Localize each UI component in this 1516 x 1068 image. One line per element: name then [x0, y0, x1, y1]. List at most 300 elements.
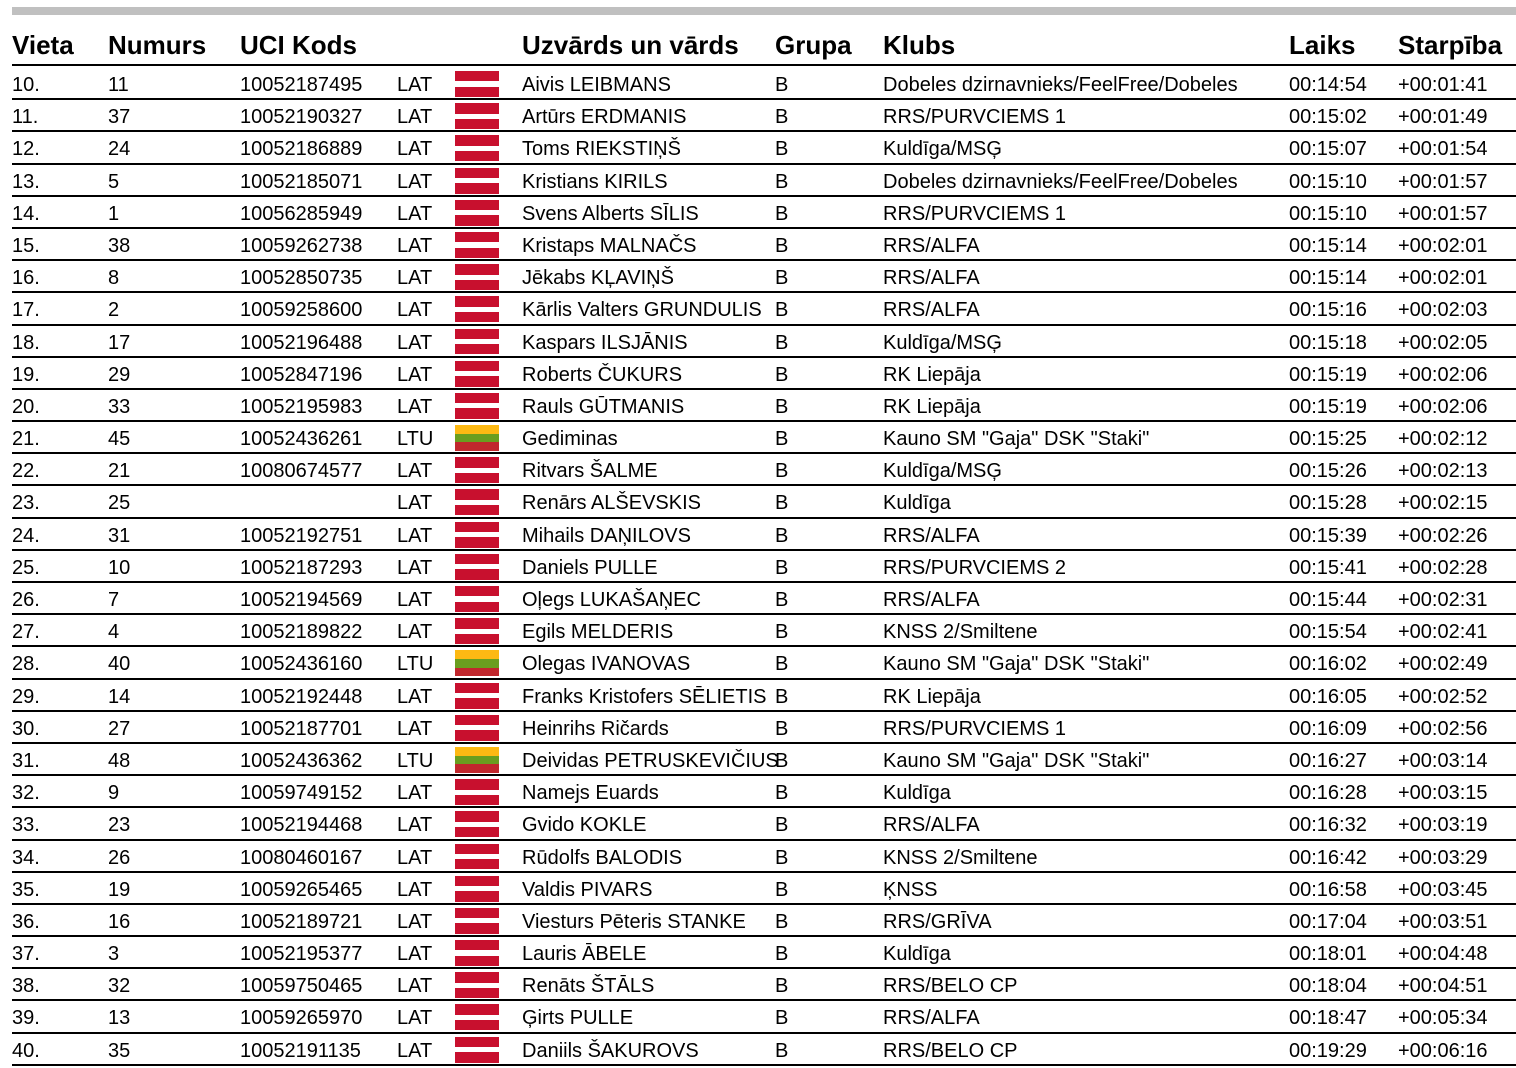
time-cell: 00:15:25	[1289, 428, 1367, 451]
latvia-flag-icon	[455, 168, 499, 194]
country-cell: LAT	[397, 138, 433, 161]
table-row	[12, 583, 1516, 615]
place-cell: 40.	[12, 1039, 40, 1062]
country-cell: LAT	[397, 685, 433, 708]
time-cell: 00:16:28	[1289, 782, 1367, 805]
number-cell: 38	[108, 234, 131, 257]
number-cell: 17	[108, 331, 131, 354]
time-cell: 00:16:09	[1289, 717, 1367, 740]
gap-cell: +00:02:13	[1398, 460, 1488, 483]
group-cell: B	[775, 749, 789, 772]
country-cell: LAT	[397, 846, 433, 869]
country-cell: LAT	[397, 621, 433, 644]
country-cell: LAT	[397, 814, 433, 837]
lithuania-flag-icon	[455, 650, 499, 676]
uci-code-cell: 10052192751	[240, 524, 363, 547]
club-cell: RRS/BELO CP	[883, 975, 1018, 998]
club-cell: KNSS 2/Smiltene	[883, 846, 1038, 869]
place-cell: 36.	[12, 910, 40, 933]
country-cell: LAT	[397, 717, 433, 740]
time-cell: 00:18:47	[1289, 1007, 1367, 1030]
uci-code-cell: 10052847196	[240, 363, 363, 386]
gap-cell: +00:01:54	[1398, 138, 1488, 161]
uci-code-cell: 10052187495	[240, 74, 363, 96]
uci-code-cell: 10059265465	[240, 878, 363, 901]
place-cell: 17.	[12, 299, 40, 322]
club-cell: RK Liepāja	[883, 363, 981, 386]
country-cell: LAT	[397, 234, 433, 257]
number-cell: 9	[108, 782, 120, 805]
place-cell: 22.	[12, 460, 40, 483]
number-cell: 33	[108, 395, 131, 418]
rider-name-cell: Kārlis Valters GRUNDULIS	[522, 299, 762, 322]
gap-cell: +00:01:57	[1398, 202, 1488, 225]
latvia-flag-icon	[455, 715, 499, 741]
place-cell: 39.	[12, 1007, 40, 1030]
number-cell: 4	[108, 621, 120, 644]
country-cell: LAT	[397, 395, 433, 418]
table-row	[12, 808, 1516, 840]
table-row	[12, 68, 1516, 100]
place-cell: 26.	[12, 589, 40, 611]
country-cell: LAT	[397, 74, 433, 96]
place-cell: 19.	[12, 363, 40, 386]
number-cell: 5	[108, 170, 120, 193]
group-cell: B	[775, 943, 789, 966]
time-cell: 00:16:58	[1289, 878, 1367, 901]
club-cell: Kauno SM "Gaja" DSK "Staki"	[883, 653, 1150, 676]
latvia-flag-icon	[455, 296, 499, 322]
group-cell: B	[775, 556, 789, 579]
country-cell: LAT	[397, 299, 433, 322]
club-cell: Kuldīga	[883, 943, 951, 966]
table-row	[12, 647, 1516, 679]
table-row	[12, 1001, 1516, 1033]
club-cell: RRS/PURVCIEMS 1	[883, 106, 1067, 129]
country-cell: LAT	[397, 460, 433, 483]
group-cell: B	[775, 910, 789, 933]
uci-code-cell: 10052436160	[240, 653, 363, 676]
club-cell: Kuldīga/MSĢ	[883, 138, 1002, 161]
club-cell: Dobeles dzirnavnieks/FeelFree/Dobeles	[883, 170, 1238, 193]
number-cell: 37	[108, 106, 131, 129]
group-cell: B	[775, 846, 789, 869]
club-cell: Kauno SM "Gaja" DSK "Staki"	[883, 749, 1150, 772]
country-cell: LAT	[397, 1039, 433, 1062]
latvia-flag-icon	[455, 264, 499, 290]
gap-cell: +00:02:06	[1398, 363, 1488, 386]
gap-cell: +00:02:52	[1398, 685, 1488, 708]
rider-name-cell: Deividas PETRUSKEVIČIUS	[522, 749, 779, 772]
table-row	[12, 744, 1516, 776]
place-cell: 18.	[12, 331, 40, 354]
table-row	[12, 132, 1516, 164]
group-cell: B	[775, 234, 789, 257]
latvia-flag-icon	[455, 618, 499, 644]
club-cell: Kauno SM "Gaja" DSK "Staki"	[883, 428, 1150, 451]
gap-cell: +00:02:06	[1398, 395, 1488, 418]
club-cell: RRS/PURVCIEMS 2	[883, 556, 1067, 579]
gap-cell: +00:02:03	[1398, 299, 1488, 322]
rider-name-cell: Olegas IVANOVAS	[522, 653, 691, 676]
gap-cell: +00:03:19	[1398, 814, 1488, 837]
uci-code-cell: 10059749152	[240, 782, 363, 805]
gap-cell: +00:03:29	[1398, 846, 1488, 869]
header-uci-kods: UCI Kods	[240, 30, 357, 60]
group-cell: B	[775, 74, 789, 96]
time-cell: 00:15:07	[1289, 138, 1367, 161]
latvia-flag-icon	[455, 586, 499, 612]
place-cell: 25.	[12, 556, 40, 579]
country-cell: LTU	[397, 653, 434, 676]
uci-code-cell: 10052194569	[240, 589, 363, 611]
time-cell: 00:16:42	[1289, 846, 1367, 869]
group-cell: B	[775, 363, 789, 386]
group-cell: B	[775, 814, 789, 837]
header-starpiba: Starpība	[1398, 30, 1503, 60]
table-row	[12, 712, 1516, 744]
group-cell: B	[775, 492, 789, 515]
gap-cell: +00:02:15	[1398, 492, 1488, 515]
country-cell: LAT	[397, 492, 433, 515]
number-cell: 13	[108, 1007, 131, 1030]
time-cell: 00:15:16	[1289, 299, 1367, 322]
group-cell: B	[775, 299, 789, 322]
country-cell: LAT	[397, 878, 433, 901]
latvia-flag-icon	[455, 1004, 499, 1030]
country-cell: LAT	[397, 910, 433, 933]
time-cell: 00:18:04	[1289, 975, 1367, 998]
rider-name-cell: Oļegs LUKAŠAŅEC	[522, 589, 701, 611]
uci-code-cell: 10052436261	[240, 428, 363, 451]
uci-code-cell: 10052192448	[240, 685, 363, 708]
latvia-flag-icon	[455, 200, 499, 226]
place-cell: 38.	[12, 975, 40, 998]
table-row	[12, 422, 1516, 454]
rider-name-cell: Namejs Euards	[522, 782, 659, 805]
uci-code-cell: 10052187701	[240, 717, 363, 740]
club-cell: ĶNSS	[883, 878, 938, 901]
top-divider-bar	[12, 7, 1516, 15]
gap-cell: +00:06:16	[1398, 1039, 1488, 1062]
rider-name-cell: Toms RIEKSTIŅŠ	[522, 138, 681, 161]
club-cell: RK Liepāja	[883, 395, 981, 418]
number-cell: 14	[108, 685, 131, 708]
number-cell: 8	[108, 267, 120, 290]
rider-name-cell: Egils MELDERIS	[522, 621, 674, 644]
rider-name-cell: Svens Alberts SĪLIS	[522, 202, 699, 225]
table-row	[12, 390, 1516, 422]
group-cell: B	[775, 878, 789, 901]
gap-cell: +00:02:56	[1398, 717, 1488, 740]
latvia-flag-icon	[455, 1037, 499, 1063]
country-cell: LAT	[397, 331, 433, 354]
table-row	[12, 358, 1516, 390]
table-row	[12, 197, 1516, 229]
header-vards: Uzvārds un vārds	[522, 30, 739, 60]
table-row	[12, 486, 1516, 518]
latvia-flag-icon	[455, 232, 499, 258]
rider-name-cell: Renāts ŠTĀLS	[522, 975, 655, 998]
country-cell: LTU	[397, 428, 434, 451]
time-cell: 00:18:01	[1289, 943, 1367, 966]
gap-cell: +00:03:15	[1398, 782, 1488, 805]
lithuania-flag-icon	[455, 747, 499, 773]
place-cell: 12.	[12, 138, 40, 161]
gap-cell: +00:04:48	[1398, 943, 1488, 966]
rider-name-cell: Renārs ALŠEVSKIS	[522, 492, 701, 515]
number-cell: 26	[108, 846, 131, 869]
group-cell: B	[775, 621, 789, 644]
rider-name-cell: Ģirts PULLE	[522, 1007, 634, 1030]
uci-code-cell: 10080460167	[240, 846, 363, 869]
gap-cell: +00:05:34	[1398, 1007, 1488, 1030]
header-vieta: Vieta	[12, 30, 74, 60]
table-row	[12, 519, 1516, 551]
number-cell: 48	[108, 749, 131, 772]
country-cell: LAT	[397, 524, 433, 547]
latvia-flag-icon	[455, 489, 499, 515]
table-row	[12, 293, 1516, 325]
club-cell: RRS/PURVCIEMS 1	[883, 717, 1067, 740]
uci-code-cell: 10059258600	[240, 299, 363, 322]
uci-code-cell: 10052189822	[240, 621, 363, 644]
results-table-header	[0, 26, 1516, 64]
club-cell: RRS/ALFA	[883, 814, 980, 837]
place-cell: 32.	[12, 782, 40, 805]
latvia-flag-icon	[455, 522, 499, 548]
place-cell: 35.	[12, 878, 40, 901]
time-cell: 00:14:54	[1289, 74, 1367, 96]
table-row	[12, 615, 1516, 647]
header-numurs: Numurs	[108, 30, 207, 60]
gap-cell: +00:02:12	[1398, 428, 1488, 451]
rider-name-cell: Valdis PIVARS	[522, 878, 653, 901]
number-cell: 23	[108, 814, 131, 837]
latvia-flag-icon	[455, 71, 499, 97]
number-cell: 27	[108, 717, 131, 740]
table-row	[12, 905, 1516, 937]
gap-cell: +00:02:01	[1398, 267, 1488, 290]
group-cell: B	[775, 653, 789, 676]
uci-code-cell: 10052186889	[240, 138, 363, 161]
group-cell: B	[775, 524, 789, 547]
club-cell: RRS/ALFA	[883, 1007, 980, 1030]
header-laiks: Laiks	[1289, 30, 1356, 60]
rider-name-cell: Ritvars ŠALME	[522, 460, 658, 483]
uci-code-cell: 10052191135	[240, 1039, 361, 1062]
number-cell: 10	[108, 556, 131, 579]
group-cell: B	[775, 589, 789, 611]
club-cell: KNSS 2/Smiltene	[883, 621, 1038, 644]
number-cell: 21	[108, 460, 131, 483]
club-cell: RK Liepāja	[883, 685, 981, 708]
time-cell: 00:15:02	[1289, 106, 1367, 129]
latvia-flag-icon	[455, 393, 499, 419]
uci-code-cell: 10052436362	[240, 749, 363, 772]
uci-code-cell: 10052195377	[240, 943, 363, 966]
time-cell: 00:16:02	[1289, 653, 1367, 676]
number-cell: 1	[108, 202, 120, 225]
latvia-flag-icon	[455, 103, 499, 129]
lithuania-flag-icon	[455, 425, 499, 451]
country-cell: LAT	[397, 106, 433, 129]
time-cell: 00:16:27	[1289, 749, 1367, 772]
place-cell: 11.	[12, 106, 39, 129]
club-cell: RRS/GRĪVA	[883, 910, 992, 933]
gap-cell: +00:02:01	[1398, 234, 1488, 257]
results-table-body	[0, 68, 1516, 1066]
latvia-flag-icon	[455, 135, 499, 161]
place-cell: 20.	[12, 395, 40, 418]
country-cell: LTU	[397, 749, 434, 772]
uci-code-cell: 10056285949	[240, 202, 363, 225]
time-cell: 00:15:14	[1289, 234, 1367, 257]
latvia-flag-icon	[455, 908, 499, 934]
group-cell: B	[775, 202, 789, 225]
time-cell: 00:15:10	[1289, 202, 1367, 225]
group-cell: B	[775, 1007, 789, 1030]
number-cell: 25	[108, 492, 131, 515]
group-cell: B	[775, 331, 789, 354]
rider-name-cell: Daniels PULLE	[522, 556, 658, 579]
table-row	[12, 551, 1516, 583]
number-cell: 24	[108, 138, 131, 161]
place-cell: 24.	[12, 524, 40, 547]
time-cell: 00:15:26	[1289, 460, 1367, 483]
group-cell: B	[775, 170, 789, 193]
country-cell: LAT	[397, 975, 433, 998]
country-cell: LAT	[397, 202, 433, 225]
rider-name-cell: Artūrs ERDMANIS	[522, 106, 687, 129]
group-cell: B	[775, 975, 789, 998]
group-cell: B	[775, 395, 789, 418]
gap-cell: +00:03:45	[1398, 878, 1488, 901]
number-cell: 19	[108, 878, 131, 901]
latvia-flag-icon	[455, 972, 499, 998]
group-cell: B	[775, 685, 789, 708]
country-cell: LAT	[397, 1007, 433, 1030]
place-cell: 37.	[12, 943, 40, 966]
gap-cell: +00:01:49	[1398, 106, 1488, 129]
time-cell: 00:19:29	[1289, 1039, 1367, 1062]
number-cell: 16	[108, 910, 131, 933]
place-cell: 15.	[12, 234, 40, 257]
table-row	[12, 261, 1516, 293]
table-row	[12, 776, 1516, 808]
gap-cell: +00:02:05	[1398, 331, 1488, 354]
gap-cell: +00:02:49	[1398, 653, 1488, 676]
club-cell: Kuldīga/MSĢ	[883, 460, 1002, 483]
rider-name-cell: Jēkabs KĻAVIŅŠ	[522, 267, 674, 290]
place-cell: 33.	[12, 814, 40, 837]
place-cell: 13.	[12, 170, 40, 193]
group-cell: B	[775, 460, 789, 483]
time-cell: 00:15:14	[1289, 267, 1367, 290]
gap-cell: +00:02:28	[1398, 556, 1488, 579]
uci-code-cell: 10052196488	[240, 331, 363, 354]
table-row	[12, 841, 1516, 873]
number-cell: 35	[108, 1039, 131, 1062]
time-cell: 00:15:39	[1289, 524, 1367, 547]
latvia-flag-icon	[455, 940, 499, 966]
country-cell: LAT	[397, 170, 433, 193]
country-cell: LAT	[397, 589, 433, 611]
gap-cell: +00:04:51	[1398, 975, 1488, 998]
rider-name-cell: Lauris ĀBELE	[522, 943, 647, 966]
rider-name-cell: Kaspars ILSJĀNIS	[522, 331, 688, 354]
latvia-flag-icon	[455, 811, 499, 837]
rider-name-cell: Heinrihs Ričards	[522, 717, 669, 740]
place-cell: 23.	[12, 492, 40, 515]
latvia-flag-icon	[455, 361, 499, 387]
time-cell: 00:15:44	[1289, 589, 1367, 611]
group-cell: B	[775, 138, 789, 161]
time-cell: 00:15:19	[1289, 363, 1367, 386]
header-grupa: Grupa	[775, 30, 852, 60]
uci-code-cell: 10059262738	[240, 234, 363, 257]
place-cell: 29.	[12, 685, 40, 708]
country-cell: LAT	[397, 556, 433, 579]
table-row	[12, 229, 1516, 261]
uci-code-cell: 10080674577	[240, 460, 363, 483]
place-cell: 14.	[12, 202, 40, 225]
group-cell: B	[775, 1039, 789, 1062]
latvia-flag-icon	[455, 554, 499, 580]
number-cell: 11	[108, 74, 129, 96]
rider-name-cell: Roberts ČUKURS	[522, 363, 683, 386]
latvia-flag-icon	[455, 876, 499, 902]
number-cell: 32	[108, 975, 131, 998]
gap-cell: +00:01:41	[1398, 74, 1488, 96]
place-cell: 27.	[12, 621, 40, 644]
gap-cell: +00:02:26	[1398, 524, 1488, 547]
time-cell: 00:15:18	[1289, 331, 1367, 354]
uci-code-cell: 10052187293	[240, 556, 363, 579]
club-cell: RRS/ALFA	[883, 589, 980, 611]
uci-code-cell: 10052194468	[240, 814, 363, 837]
uci-code-cell: 10052850735	[240, 267, 363, 290]
header-klubs: Klubs	[883, 30, 956, 60]
rider-name-cell: Franks Kristofers SĒLIETIS	[522, 685, 767, 708]
latvia-flag-icon	[455, 457, 499, 483]
number-cell: 45	[108, 428, 131, 451]
number-cell: 40	[108, 653, 131, 676]
rider-name-cell: Rūdolfs BALODIS	[522, 846, 683, 869]
country-cell: LAT	[397, 943, 433, 966]
table-row	[12, 454, 1516, 486]
latvia-flag-icon	[455, 779, 499, 805]
time-cell: 00:16:05	[1289, 685, 1367, 708]
table-row	[12, 680, 1516, 712]
uci-code-cell: 10059750465	[240, 975, 363, 998]
number-cell: 7	[108, 589, 120, 611]
latvia-flag-icon	[455, 683, 499, 709]
rider-name-cell: Kristaps MALNAČS	[522, 234, 697, 257]
rider-name-cell: Gediminas	[522, 428, 618, 451]
rider-name-cell: Gvido KOKLE	[522, 814, 647, 837]
uci-code-cell: 10052185071	[240, 170, 363, 193]
time-cell: 00:17:04	[1289, 910, 1367, 933]
number-cell: 31	[108, 524, 131, 547]
time-cell: 00:15:54	[1289, 621, 1367, 644]
time-cell: 00:15:41	[1289, 556, 1367, 579]
club-cell: RRS/ALFA	[883, 524, 980, 547]
latvia-flag-icon	[455, 329, 499, 355]
header-divider	[12, 64, 1516, 66]
group-cell: B	[775, 267, 789, 290]
place-cell: 21.	[12, 428, 40, 451]
